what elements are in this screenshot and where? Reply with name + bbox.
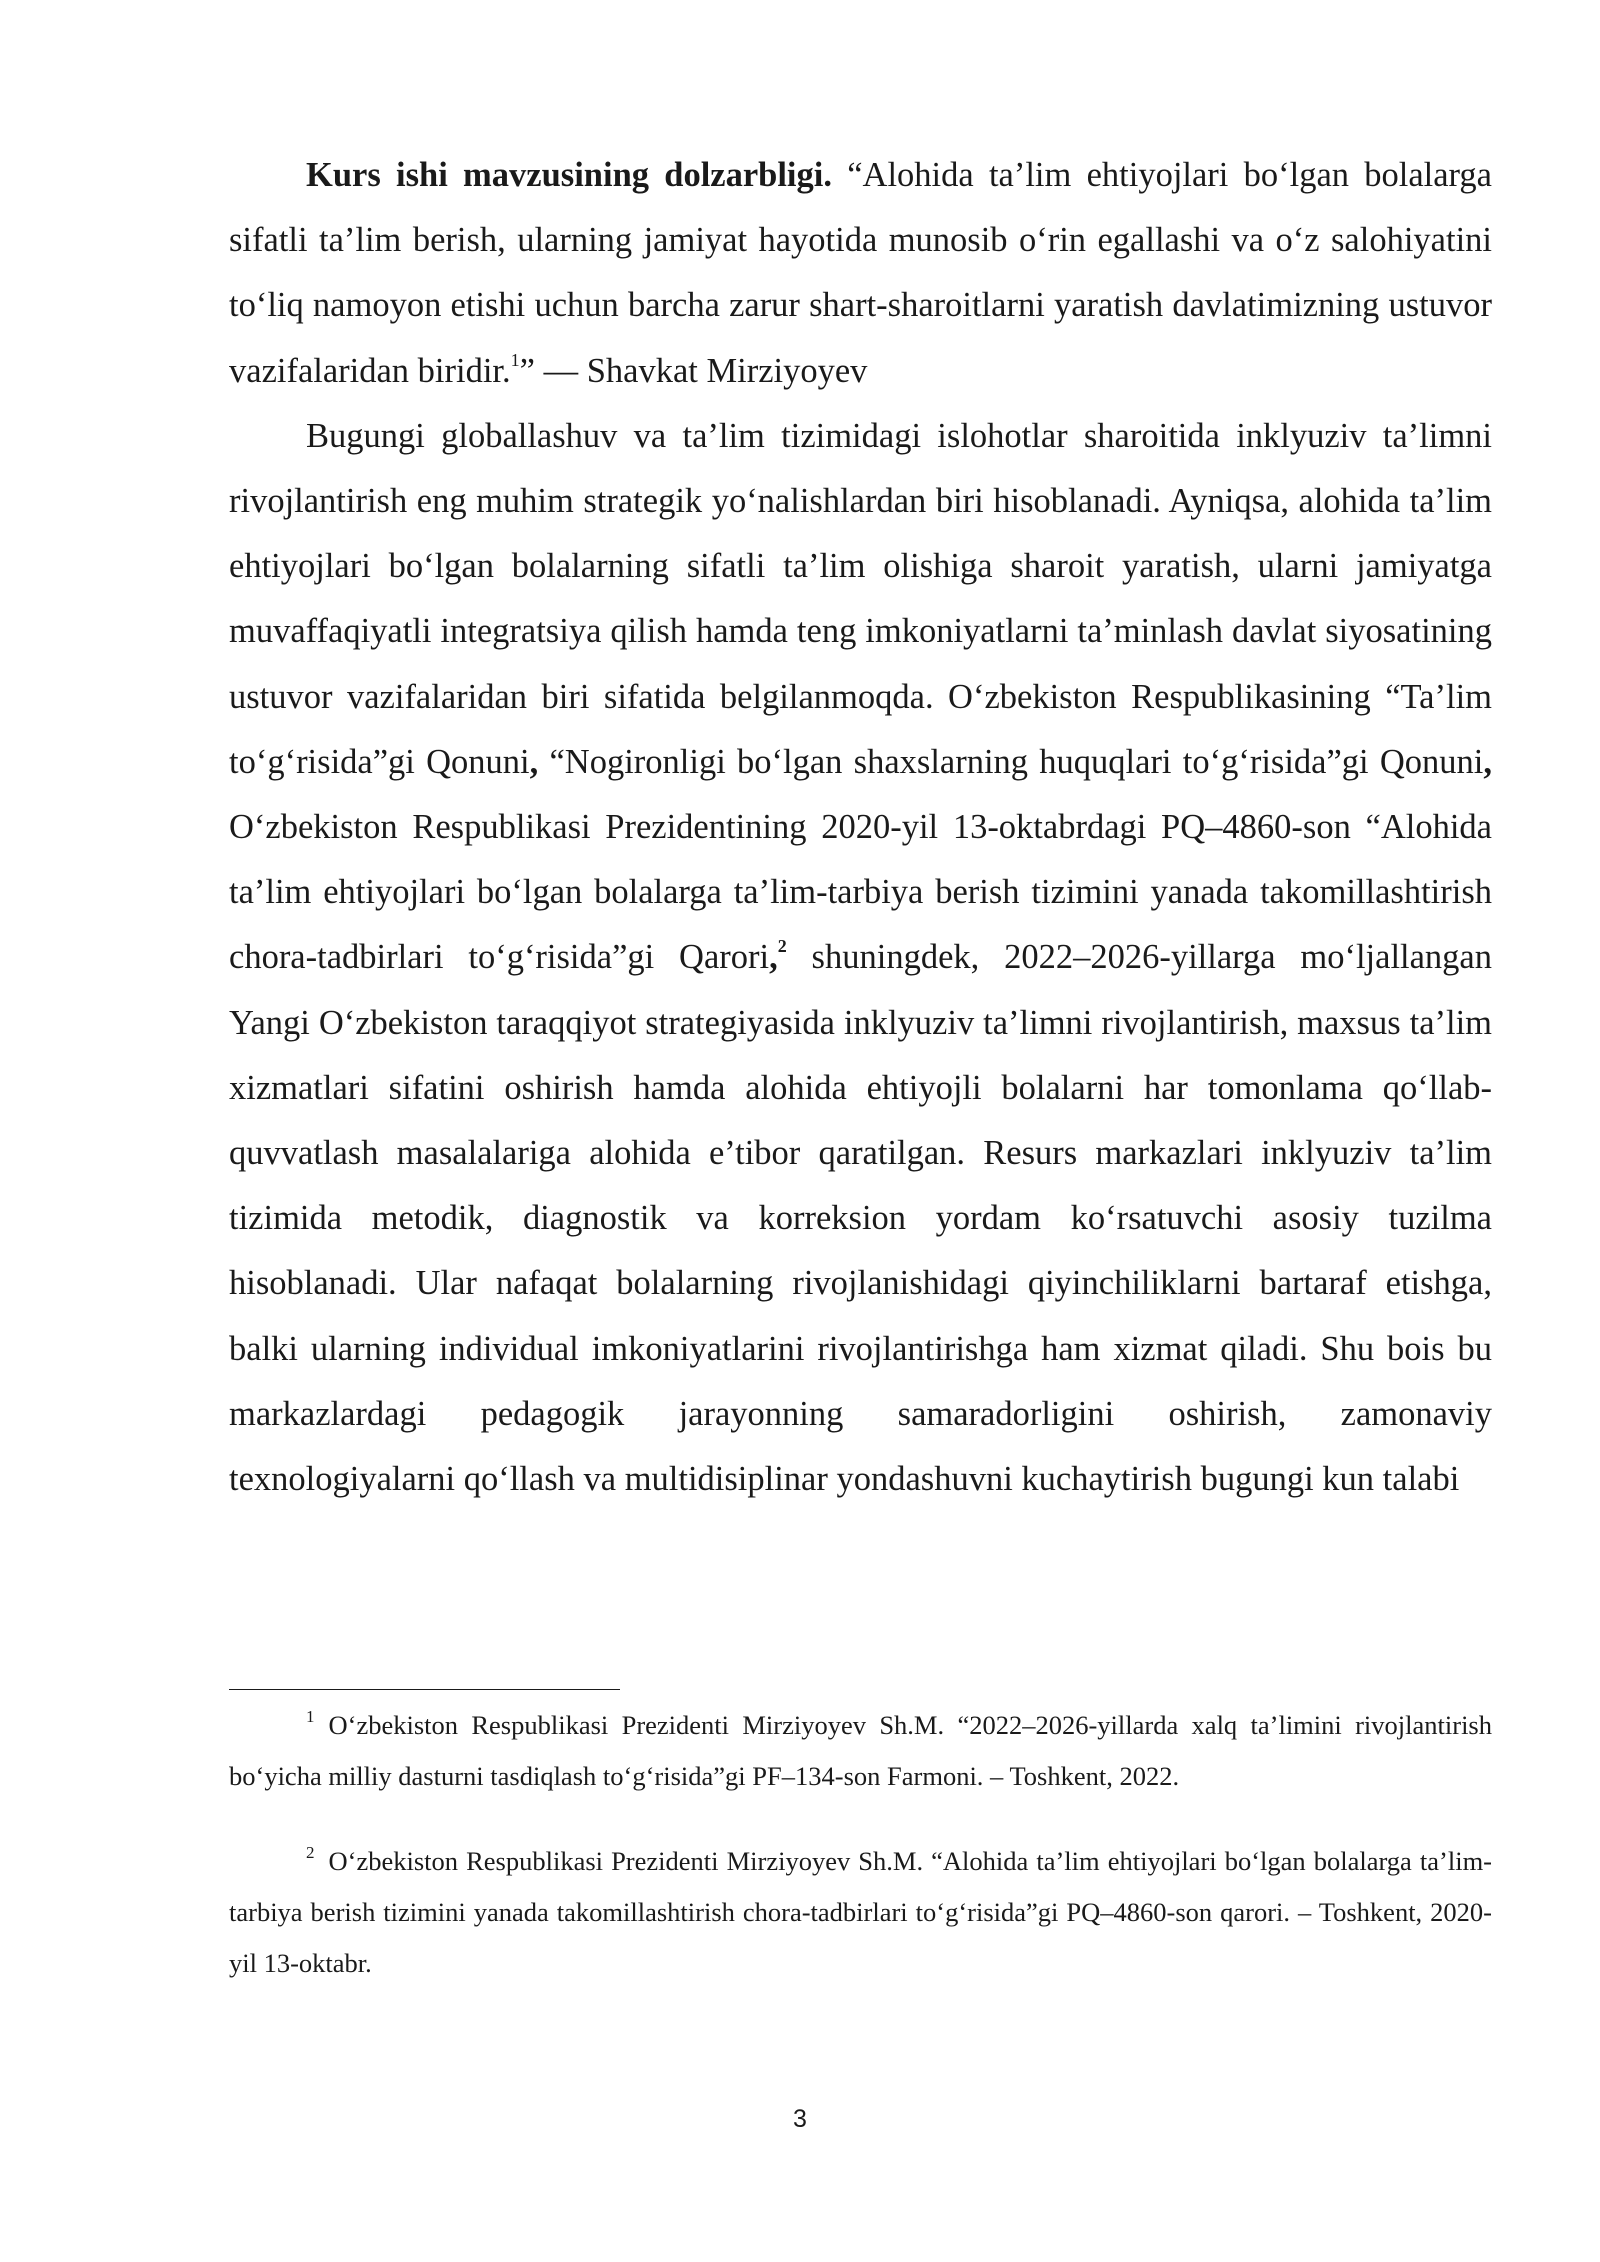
bold-comma: ,	[1483, 742, 1492, 781]
quote-attribution: ” — Shavkat Mirziyoyev	[519, 351, 868, 390]
footnote-text: O‘zbekiston Respublikasi Prezidenti Mirziyoyev Sh.M. “Alohida ta’lim ehtiyojlari bo‘lgan bolalarga ta’lim-tarbiya berish tizimini yanada takomillashtirish chora-tadbirlari to‘g‘risida”gi PQ–4860-son qarori. – Toshkent, 2020-yil 13-oktabr.	[229, 1846, 1492, 1978]
page-number: 3	[793, 2105, 807, 2133]
paragraph-text-part-4: shuningdek, 2022–2026-yillarga mo‘ljallangan Yangi O‘zbekiston taraqqiyot strategiyasida inklyuziv ta’limni rivojlantirish, maxsus ta’lim xizmatlari sifatini oshirish hamda alohida ehtiyojli bolalarni har tomonlama qo‘llab-quvvatlash masalalariga alohida e’tibor qaratilgan. Resurs markazlari inklyuziv ta’lim tizimida metodik, diagnostik va korreksion yordam ko‘rsatuvchi asosiy tuzilma hisoblanadi. Ular nafaqat bolalarning rivojlanishidagi qiyinchiliklarni bartaraf etishga, balki ularning individual imkoniyatlarini rivojlantirishga ham xizmat qiladi. Shu bois bu markazlardagi pedagogik jarayonning samaradorligini oshirish, zamonaviy texnologiyalarni qo‘llash va multidisiplinar yondashuvni kuchaytirish bugungi kun talabi	[229, 938, 1492, 1499]
paragraph-text-part-1: Bugungi globallashuv va ta’lim tizimidagi islohotlar sharoitida inklyuziv ta’limni rivojlantirish eng muhim strategik yo‘nalishlardan biri hisoblanadi. Ayniqsa, alohida ta’lim ehtiyojlari bo‘lgan bolalarning sifatli ta’lim olishiga sharoit yaratish, ularni jamiyatga muvaffaqiyatli integratsiya qilish hamda teng imkoniyatlarni ta’minlash davlat siyosatining ustuvor vazifalaridan biri sifatida belgilanmoqda. O‘zbekiston Respublikasining “Ta’lim to‘g‘risida”gi Qonuni	[229, 416, 1492, 781]
paragraph-context	[229, 404, 1492, 1512]
bold-comma: ,	[529, 742, 539, 781]
footnote-reference-1[interactable]: 1	[510, 349, 520, 370]
footnote-text: O‘zbekiston Respublikasi Prezidenti Mirziyoyev Sh.M. “2022–2026-yillarda xalq ta’limini rivojlantirish bo‘yicha milliy dasturni tasdiqlash to‘g‘risida”gi PF–134-son Farmoni. – Toshkent, 2022.	[229, 1710, 1492, 1791]
footnote-2	[229, 1836, 1492, 1989]
bold-comma: ,	[769, 938, 778, 977]
footnote-reference-2[interactable]: 2	[777, 936, 787, 957]
footnotes	[229, 1700, 1492, 1989]
paragraph-relevance	[229, 143, 1492, 404]
body-text	[229, 143, 1492, 1512]
section-heading: Kurs ishi mavzusining dolzarbligi.	[306, 156, 832, 194]
paragraph-text-part-2: “Nogironligi bo‘lgan shaxslarning huquqlari to‘g‘risida”gi Qonuni	[538, 742, 1484, 781]
footnote-mark: 1	[306, 1707, 315, 1726]
footnote-1	[229, 1700, 1492, 1802]
quote-text: “Alohida ta’lim ehtiyojlari bo‘lgan bolalarga sifatli ta’lim berish, ularning jamiyat hayotida munosib o‘rin egallashi va o‘z salohiyatini to‘liq namoyon etishi uchun barcha zarur shart-sharoitlarni yaratish davlatimizning ustuvor vazifalaridan biridir.	[229, 156, 1492, 390]
footnote-mark: 2	[306, 1843, 315, 1862]
footnote-separator	[229, 1689, 620, 1690]
paragraph-text-part-3: O‘zbekiston Respublikasi Prezidentining 2020-yil 13-oktabrdagi PQ–4860-son “Alohida ta’lim ehtiyojlari bo‘lgan bolalarga ta’lim-tarbiya berish tizimini yanada takomillashtirish chora-tadbirlari to‘g‘risida”gi Qarori	[229, 808, 1492, 977]
